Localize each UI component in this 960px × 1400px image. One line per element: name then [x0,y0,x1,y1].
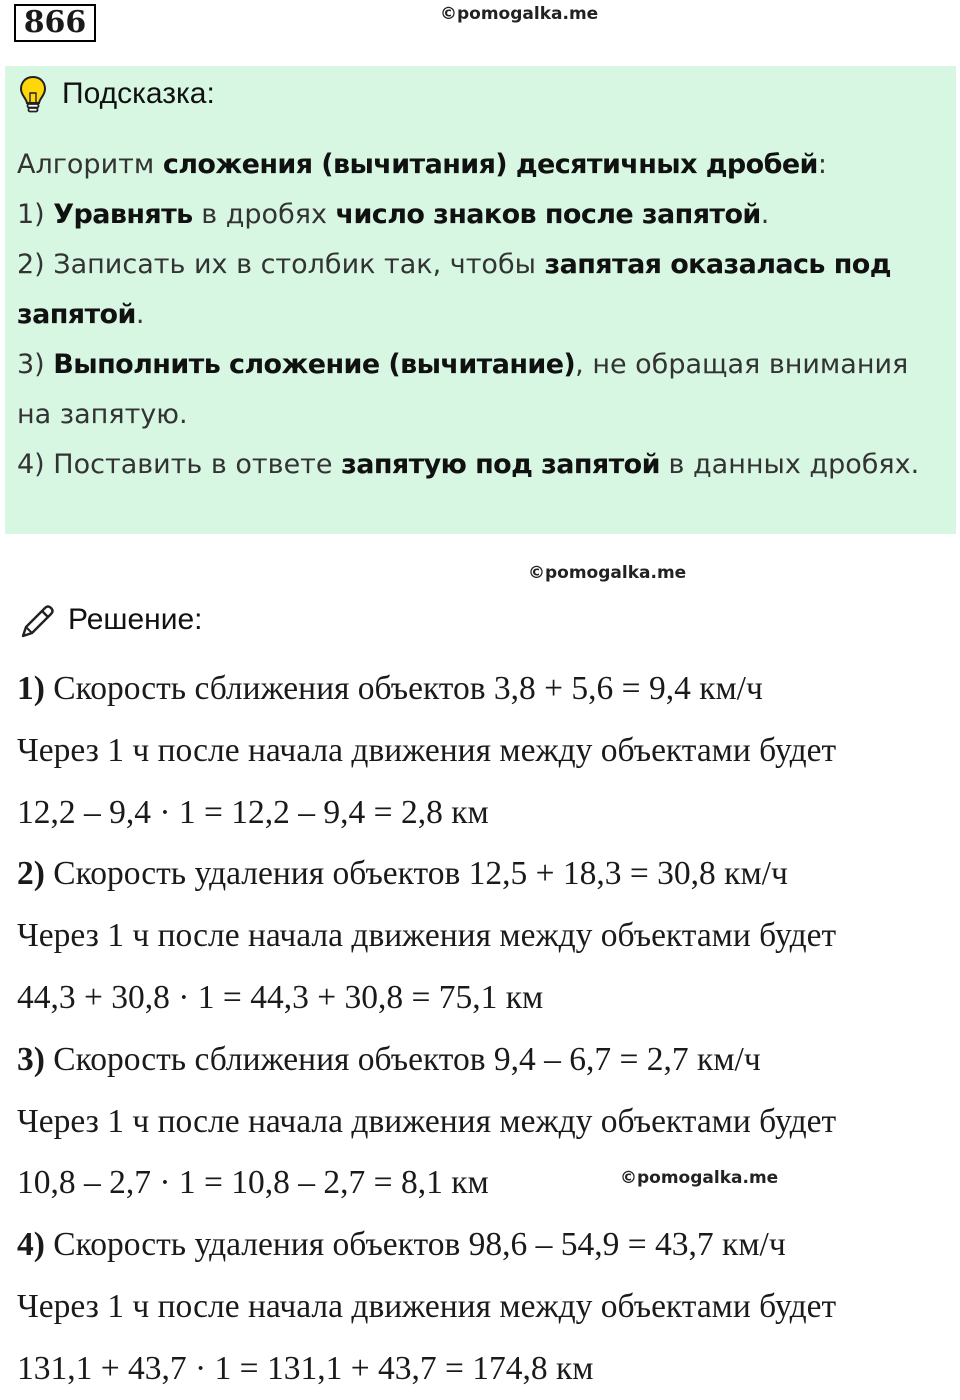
solution-3-calc: 10,8 – 2,7 · 1 = 10,8 – 2,7 = 8,1 км [17,1164,489,1202]
solution-3-after: Через 1 ч после начала движения между объектами будет [17,1102,837,1140]
solution-2-calc: 44,3 + 30,8 · 1 = 44,3 + 30,8 = 75,1 км [17,978,544,1016]
solution-4-speed: 4) Скорость удаления объектов 98,6 – 54,9 = 43,7 км/ч [17,1226,786,1264]
solution-4-calc: 131,1 + 43,7 · 1 = 131,1 + 43,7 = 174,8 км [17,1349,594,1387]
hint-step-2: 2) Записать их в столбик так, чтобы запятая оказалась под [17,249,891,280]
lightbulb-icon [18,74,48,114]
solution-2-speed: 2) Скорость удаления объектов 12,5 + 18,3 = 30,8 км/ч [17,855,788,893]
watermark: ©pomogalka.me [620,1168,779,1188]
hint-step-3: 3) Выполнить сложение (вычитание), не обращая внимания [17,349,909,380]
hint-step-3-cont: на запятую. [17,399,188,430]
hint-body [17,140,942,490]
solution-1-calc: 12,2 – 9,4 · 1 = 12,2 – 9,4 = 2,8 км [17,793,489,831]
solution-title: Решение: [68,603,203,636]
watermark: ©pomogalka.me [440,4,599,24]
solution-header [18,600,202,640]
hint-step-1: 1) Уравнять в дробях число знаков после запятой. [17,199,770,230]
hint-step-4: 4) Поставить в ответе запятую под запятой в данных дробях. [17,449,920,480]
hint-header [18,74,215,114]
hint-intro: Алгоритм сложения (вычитания) десятичных дробей: [17,149,827,180]
solution-2-after: Через 1 ч после начала движения между объектами будет [17,917,837,955]
pencil-icon [18,600,58,640]
task-number: 866 [14,4,96,42]
solution-1-speed: 1) Скорость сближения объектов 3,8 + 5,6 = 9,4 км/ч [17,670,763,707]
solution-4-after: Через 1 ч после начала движения между объектами будет [17,1287,837,1325]
hint-title: Подсказка: [62,77,215,110]
solution-1-after: Через 1 ч после начала движения между объектами будет [17,731,837,769]
solution-body [17,658,947,1400]
hint-step-2-cont: запятой. [17,299,145,330]
watermark: ©pomogalka.me [528,563,687,583]
solution-3-speed: 3) Скорость сближения объектов 9,4 – 6,7 = 2,7 км/ч [17,1040,761,1078]
